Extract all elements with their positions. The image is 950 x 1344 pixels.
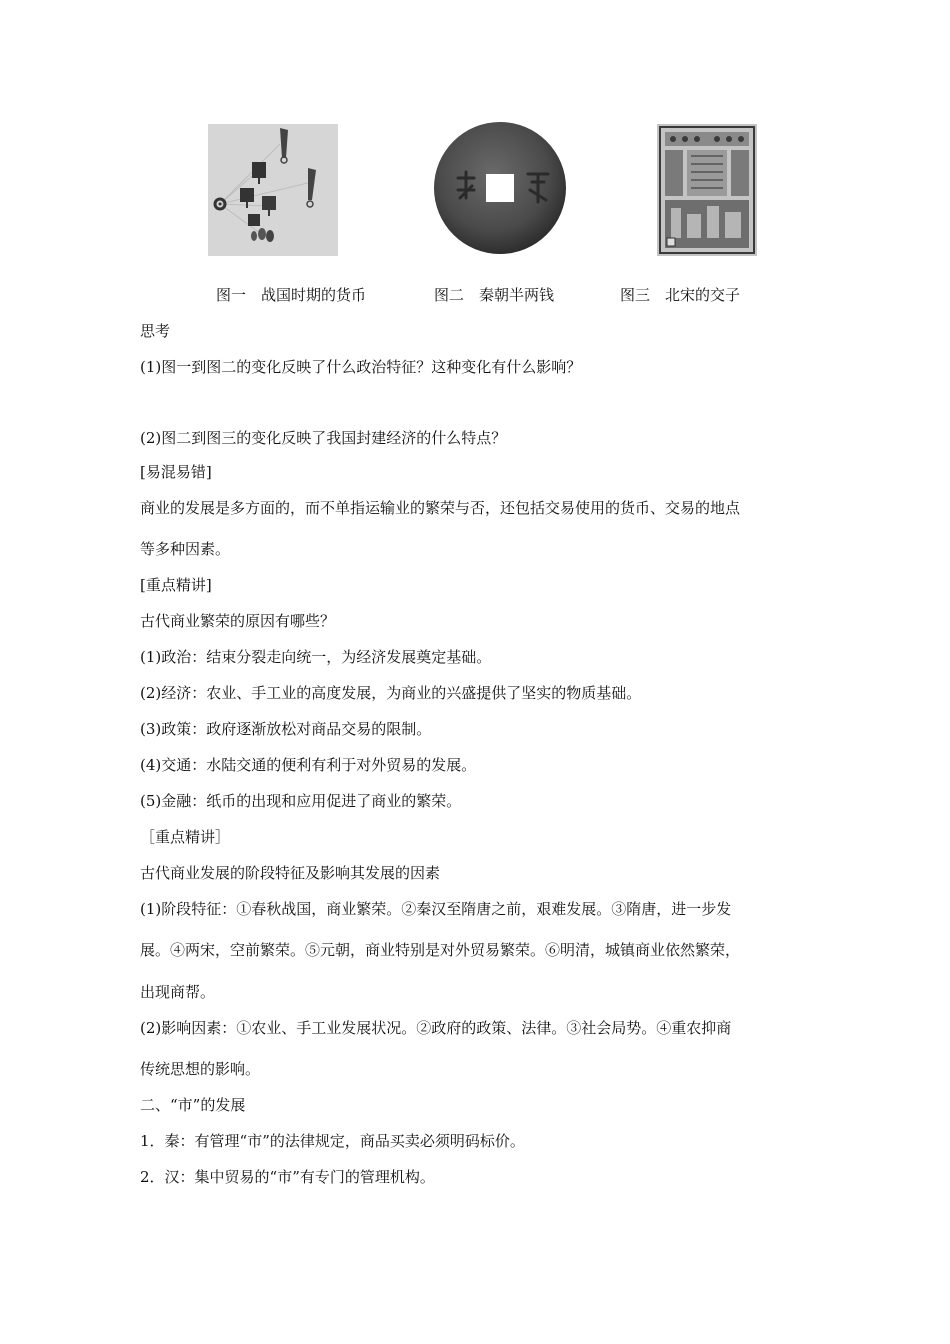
section-label-key-points: ［重点精讲］ bbox=[140, 828, 231, 846]
jiaozi-banknote-illustration bbox=[657, 124, 757, 256]
heading-thinking: 思考 bbox=[140, 322, 171, 340]
paragraph-line: (2)影响因素：①农业、手工业发展状况。②政府的政策、法律。③社会局势。④重农抑商 bbox=[140, 1019, 732, 1037]
figure-captions bbox=[0, 284, 950, 306]
figure-row bbox=[0, 124, 950, 256]
currency-map-illustration bbox=[208, 124, 338, 256]
banliang-coin-illustration bbox=[432, 120, 568, 256]
question-heading: 古代商业发展的阶段特征及影响其发展的因素 bbox=[140, 864, 441, 882]
question-heading: 古代商业繁荣的原因有哪些？ bbox=[140, 612, 336, 630]
list-item: (4)交通：水陆交通的便利有利于对外贸易的发展。 bbox=[140, 756, 477, 774]
list-item: 1．秦：有管理“市”的法律规定，商品买卖必须明码标价。 bbox=[140, 1132, 525, 1150]
figure-1-caption: 图一 战国时期的货币 bbox=[216, 286, 367, 304]
list-item: (3)政策：政府逐渐放松对商品交易的限制。 bbox=[140, 720, 432, 738]
list-item: (1)政治：结束分裂走向统一，为经济发展奠定基础。 bbox=[140, 648, 492, 666]
paragraph-line: (1)阶段特征：①春秋战国，商业繁荣。②秦汉至隋唐之前，艰难发展。③隋唐，进一步发 bbox=[140, 900, 732, 918]
figure-2-caption: 图二 秦朝半两钱 bbox=[434, 286, 555, 304]
paragraph-line: 出现商帮。 bbox=[140, 983, 216, 1001]
list-item: 2．汉：集中贸易的“市”有专门的管理机构。 bbox=[140, 1168, 435, 1186]
figure-2-qin-banliang-coin-image bbox=[432, 120, 568, 256]
figure-3-caption: 图三 北宋的交子 bbox=[620, 286, 741, 304]
section-label-confusion: [易混易错] bbox=[140, 463, 212, 481]
paragraph-line: 等多种因素。 bbox=[140, 540, 231, 558]
list-item: (2)经济：农业、手工业的高度发展，为商业的兴盛提供了坚实的物质基础。 bbox=[140, 684, 642, 702]
section-heading-market: 二、“市”的发展 bbox=[140, 1096, 246, 1114]
paragraph-line: 商业的发展是多方面的，而不单指运输业的繁荣与否，还包括交易使用的货币、交易的地点 bbox=[140, 499, 741, 517]
list-item: (5)金融：纸币的出现和应用促进了商业的繁荣。 bbox=[140, 792, 462, 810]
figure-1-warring-states-currency-image bbox=[208, 124, 338, 256]
question-1: (1)图一到图二的变化反映了什么政治特征？这种变化有什么影响？ bbox=[140, 358, 582, 376]
figure-3-song-jiaozi-image bbox=[657, 124, 757, 256]
question-2: (2)图二到图三的变化反映了我国封建经济的什么特点？ bbox=[140, 429, 507, 447]
paragraph-line: 展。④两宋，空前繁荣。⑤元朝，商业特别是对外贸易繁荣。⑥明清，城镇商业依然繁荣， bbox=[140, 941, 741, 959]
paragraph-line: 传统思想的影响。 bbox=[140, 1060, 261, 1078]
section-label-key-points: [重点精讲] bbox=[140, 576, 212, 594]
